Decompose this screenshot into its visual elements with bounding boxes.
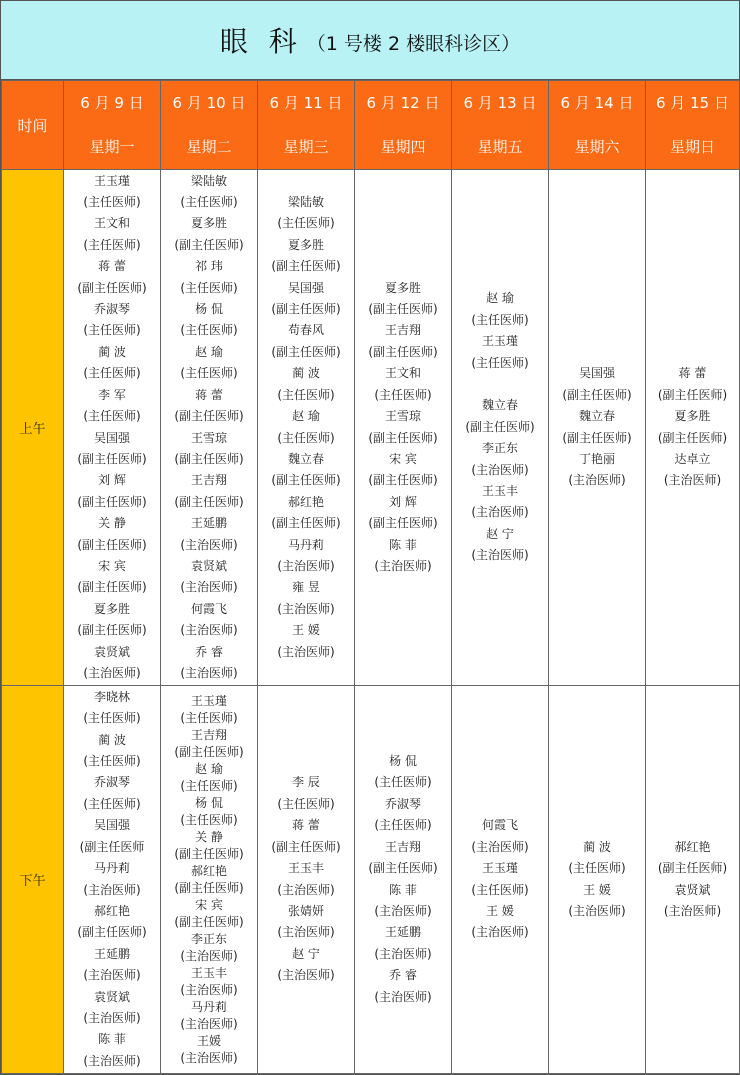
doctor-title: (主治医师): [83, 882, 141, 897]
doctor-title: (主治医师): [277, 882, 335, 897]
date-label: 6 月 11 日: [269, 94, 343, 112]
doctor-title: (副主任医师): [174, 237, 244, 252]
doctor-cell: [355, 686, 452, 1074]
doctor-title: (主任医师): [180, 280, 238, 295]
doctor-title: (主任医师): [277, 387, 335, 402]
doctor-title: (副主任医师): [77, 580, 147, 595]
doctor-cell: [549, 686, 646, 1074]
doctor-title: (主治医师): [374, 558, 432, 573]
doctor-title: (主治医师): [277, 601, 335, 616]
doctor-name: 梁陆敏: [287, 195, 324, 210]
doctor-title: (主任医师): [83, 796, 141, 811]
doctor-name: 王玉丰: [287, 861, 324, 876]
doctor-title: (副主任医师: [79, 839, 145, 854]
doctor-title: (主治医师): [471, 839, 529, 854]
doctor-cell: [258, 170, 355, 686]
day-header: [549, 81, 646, 170]
doctor-title: (主治医师): [277, 644, 335, 659]
doctor-name: 宋 宾: [389, 451, 417, 466]
doctor-name: 蔺 波: [98, 344, 126, 359]
doctor-cell: [452, 686, 549, 1074]
doctor-title: (主任医师): [83, 366, 141, 381]
doctor-title: (副主任医师): [77, 451, 147, 466]
header-row: [2, 81, 740, 170]
doctor-name: 陈 菲: [98, 1032, 126, 1047]
doctor-name: 赵 瑜: [195, 344, 223, 359]
period-label: 下午: [2, 686, 64, 1074]
doctor-name: 袁贤斌: [93, 989, 130, 1004]
doctor-title: (副主任医师): [562, 430, 632, 445]
doctor-name: 王 媛: [486, 903, 514, 918]
doctor-cell: [646, 686, 740, 1074]
day-header: [646, 81, 740, 170]
doctor-title: (副主任医师): [271, 259, 341, 274]
doctor-name: 魏立春: [287, 451, 324, 466]
doctor-name: 杨 侃: [389, 754, 417, 769]
doctor-name: 王玉瑾: [481, 861, 518, 876]
doctor-name: 魏立春: [481, 398, 518, 413]
doctor-title: (主治医师): [663, 903, 722, 918]
doctor-title: (副主任医师): [174, 409, 244, 424]
doctor-title: (主治医师): [374, 989, 432, 1004]
doctor-cell: [452, 170, 549, 686]
weekday-label: 星期四: [380, 138, 426, 156]
doctor-name: 王吉翔: [190, 473, 227, 488]
doctor-name: 王雪琼: [384, 409, 421, 424]
doctor-title: (主任医师): [277, 796, 335, 811]
doctor-title: (副主任医师): [174, 744, 244, 759]
doctor-name: 李 辰: [292, 775, 320, 790]
doctor-name: 关 静: [98, 516, 126, 531]
doctor-title: (主治医师): [374, 946, 432, 961]
doctor-title: (主治医师): [83, 665, 141, 680]
doctor-name: 赵 宁: [292, 946, 320, 961]
doctor-title: (副主任医师): [657, 430, 728, 445]
doctor-name: 王吉翔: [384, 839, 421, 854]
doctor-name: 祁 玮: [195, 259, 223, 274]
doctor-title: (副主任医师): [465, 419, 535, 434]
doctor-name: 梁陆敏: [190, 173, 227, 188]
day-header: [452, 81, 549, 170]
doctor-title: (主任医师): [374, 775, 432, 790]
day-header: [355, 81, 452, 170]
doctor-name: 王延鹏: [384, 925, 421, 940]
weekday-label: 星期六: [574, 138, 620, 156]
doctor-title: (副主任医师): [368, 861, 438, 876]
afternoon-row: [2, 686, 740, 1074]
doctor-name: 丁艳丽: [578, 451, 615, 466]
day-header: [64, 81, 161, 170]
doctor-name: 马丹莉: [93, 861, 130, 876]
weekday-label: 星期三: [283, 138, 329, 156]
doctor-title: (主任医师): [83, 754, 141, 769]
doctor-title: (副主任医师): [271, 516, 341, 531]
doctor-title: (副主任医师): [657, 387, 728, 402]
doctor-name: 赵 宁: [486, 526, 514, 541]
doctor-title: (主治医师): [568, 903, 626, 918]
doctor-title: (副主任医师): [77, 925, 147, 940]
doctor-name: 蔺 波: [98, 732, 126, 747]
doctor-name: 郝红艳: [287, 494, 324, 509]
doctor-name: 刘 辉: [389, 494, 417, 509]
doctor-title: (主任医师): [180, 366, 238, 381]
doctor-name: 王延鹏: [190, 516, 227, 531]
weekday-label: 星期二: [186, 138, 232, 156]
doctor-name: 夏多胜: [93, 601, 130, 616]
doctor-name: 蒋 蕾: [195, 387, 223, 402]
doctor-title: (副主任医师): [77, 280, 147, 295]
doctor-name: 吴国强: [93, 818, 130, 833]
doctor-title: (主治医师): [180, 665, 238, 680]
doctor-name: 关 静: [195, 829, 223, 844]
doctor-name: 王媛: [196, 1033, 221, 1048]
doctor-title: (主任医师): [83, 409, 141, 424]
doctor-title: (主治医师): [180, 1016, 238, 1031]
doctor-name: 赵 瑜: [195, 761, 223, 776]
doctor-title: (主任医师): [471, 882, 529, 897]
morning-row: [2, 170, 740, 686]
doctor-title: (主治医师): [471, 925, 529, 940]
doctor-name: 赵 瑜: [486, 291, 514, 306]
doctor-title: (主任医师): [180, 195, 238, 210]
doctor-name: [452, 374, 548, 395]
doctor-title: (主任医师): [180, 778, 238, 793]
date-label: 6 月 13 日: [463, 94, 537, 112]
doctor-title: (副主任医师): [174, 914, 244, 929]
doctor-title: (主治医师): [180, 580, 238, 595]
doctor-title: (主任医师): [471, 312, 529, 327]
doctor-name: 李正东: [190, 931, 227, 946]
doctor-name: 宋 宾: [98, 558, 126, 573]
doctor-name: 杨 侃: [195, 795, 223, 810]
doctor-name: 袁贤斌: [190, 558, 227, 573]
doctor-title: (主治医师): [568, 473, 626, 488]
doctor-name: 王玉丰: [190, 965, 227, 980]
doctor-name: 张婧妍: [287, 903, 324, 918]
doctor-title: (副主任医师): [174, 846, 244, 861]
doctor-name: 王玉瑾: [481, 334, 518, 349]
date-label: 6 月 9 日: [80, 94, 144, 112]
doctor-name: 乔淑琴: [93, 302, 130, 317]
doctor-name: 蔺 波: [583, 839, 611, 854]
doctor-name: 何霞飞: [481, 818, 518, 833]
doctor-title: (主治医师): [471, 548, 529, 563]
doctor-title: (主治医师): [471, 462, 529, 477]
doctor-name: 吴国强: [287, 280, 324, 295]
doctor-title: (副主任医师): [368, 344, 438, 359]
doctor-title: (主治医师): [471, 505, 529, 520]
doctor-name: 王玉丰: [481, 484, 518, 499]
doctor-title: (副主任医师): [368, 430, 438, 445]
doctor-name: 王玉瑾: [93, 173, 130, 188]
doctor-name: 马丹莉: [190, 999, 227, 1014]
doctor-name: 王 媛: [583, 882, 611, 897]
doctor-name: 夏多胜: [384, 280, 421, 295]
doctor-title: (副主任医师): [77, 537, 147, 552]
doctor-title: (副主任医师): [271, 302, 341, 317]
doctor-name: 王 媛: [292, 623, 320, 638]
doctor-cell: [549, 170, 646, 686]
doctor-title: (副主任医师): [562, 387, 632, 402]
weekday-label: 星期一: [89, 138, 135, 156]
doctor-title: (主治医师): [83, 1010, 141, 1025]
doctor-title: (副主任医师): [368, 302, 438, 317]
doctor-name: 王雪琼: [190, 430, 227, 445]
doctor-title: (主任医师): [83, 323, 141, 338]
doctor-name: 夏多胜: [190, 216, 227, 231]
doctor-title: (主治医师): [180, 982, 238, 997]
doctor-name: 李正东: [481, 441, 518, 456]
doctor-title: (主治医师): [277, 558, 335, 573]
doctor-name: 蒋 蕾: [98, 259, 126, 274]
doctor-title: (主治医师): [277, 925, 335, 940]
title-bar: [1, 1, 739, 80]
doctor-name: 苟春风: [287, 323, 324, 338]
doctor-name: 马丹莉: [287, 537, 324, 552]
doctor-name: 陈 菲: [389, 537, 417, 552]
doctor-title: (副主任医师): [174, 880, 244, 895]
doctor-title: (主任医师): [180, 323, 238, 338]
page-title: 眼 科: [219, 25, 303, 58]
weekday-label: 星期五: [477, 138, 523, 156]
doctor-title: (副主任医师): [368, 473, 438, 488]
doctor-name: 王吉翔: [190, 727, 227, 742]
doctor-name: 乔淑琴: [93, 775, 130, 790]
date-label: 6 月 12 日: [366, 94, 440, 112]
day-header: [258, 81, 355, 170]
doctor-title: (主任医师): [180, 710, 238, 725]
doctor-title: (副主任医师): [174, 451, 244, 466]
doctor-title: (主治医师): [374, 903, 432, 918]
doctor-cell: [646, 170, 740, 686]
doctor-title: (主任医师): [83, 237, 141, 252]
doctor-cell: [161, 170, 258, 686]
doctor-title: (主治医师): [277, 968, 335, 983]
doctor-name: 王文和: [93, 216, 130, 231]
doctor-title: (副主任医师): [271, 344, 341, 359]
doctor-title: (主任医师): [83, 195, 141, 210]
doctor-name: 魏立春: [578, 409, 615, 424]
period-label: 上午: [2, 170, 64, 686]
doctor-cell: [355, 170, 452, 686]
doctor-title: (主任医师): [568, 861, 626, 876]
doctor-title: (主任医师): [277, 216, 335, 231]
schedule-table: [1, 80, 740, 1074]
doctor-name: 郝红艳: [190, 863, 227, 878]
doctor-name: 郝红艳: [674, 839, 711, 854]
doctor-name: 乔淑琴: [384, 796, 421, 811]
date-label: 6 月 15 日: [656, 94, 729, 112]
doctor-title: (主任医师): [277, 430, 335, 445]
doctor-name: 陈 菲: [389, 882, 417, 897]
date-label: 6 月 14 日: [560, 94, 634, 112]
doctor-title: (主治医师): [663, 473, 722, 488]
doctor-title: (副主任医师): [657, 861, 728, 876]
doctor-title: (副主任医师): [271, 839, 341, 854]
doctor-name: 杨 侃: [195, 302, 223, 317]
doctor-name: 吴国强: [578, 366, 615, 381]
doctor-name: 王文和: [384, 366, 421, 381]
doctor-name: 袁贤斌: [674, 882, 711, 897]
doctor-title: (主任医师): [180, 812, 238, 827]
doctor-cell: [64, 170, 161, 686]
doctor-name: 雍 昱: [292, 580, 320, 595]
doctor-title: (主治医师): [180, 623, 238, 638]
weekday-label: 星期日: [669, 138, 715, 156]
doctor-title: (主治医师): [83, 968, 141, 983]
time-header: 时间: [2, 81, 64, 170]
doctor-name: 乔 睿: [389, 968, 417, 983]
doctor-name: 赵 瑜: [292, 409, 320, 424]
doctor-title: (主治医师): [180, 948, 238, 963]
page-subtitle: （1 号楼 2 楼眼科诊区）: [306, 32, 521, 55]
doctor-name: 袁贤斌: [93, 644, 130, 659]
doctor-title: (主任医师): [471, 355, 529, 370]
doctor-title: (主任医师): [374, 387, 432, 402]
doctor-title: (副主任医师): [368, 516, 438, 531]
doctor-name: 王玉瑾: [190, 693, 227, 708]
doctor-title: (副主任医师): [271, 473, 341, 488]
doctor-title: (主任医师): [374, 818, 432, 833]
doctor-name: 李晓林: [93, 689, 130, 704]
doctor-name: 郝红艳: [93, 903, 130, 918]
doctor-name: 夏多胜: [287, 237, 324, 252]
doctor-name: 蒋 蕾: [292, 818, 320, 833]
doctor-name: 宋 宾: [195, 897, 223, 912]
doctor-title: (主治医师): [180, 1050, 238, 1065]
doctor-title: (副主任医师): [174, 494, 244, 509]
doctor-cell: [258, 686, 355, 1074]
doctor-title: (副主任医师): [77, 623, 147, 638]
doctor-name: 王吉翔: [384, 323, 421, 338]
doctor-name: 何霞飞: [190, 601, 227, 616]
doctor-name: 刘 辉: [98, 473, 126, 488]
doctor-name: 蔺 波: [292, 366, 320, 381]
doctor-title: (主任医师): [83, 711, 141, 726]
doctor-cell: [161, 686, 258, 1074]
doctor-cell: [64, 686, 161, 1074]
doctor-name: 王延鹏: [93, 946, 130, 961]
day-header: [161, 81, 258, 170]
doctor-name: 乔 睿: [195, 644, 223, 659]
date-label: 6 月 10 日: [172, 94, 246, 112]
doctor-name: 达卓立: [674, 451, 711, 466]
doctor-name: 吴国强: [93, 430, 130, 445]
doctor-title: (主治医师): [83, 1053, 141, 1068]
doctor-name: 夏多胜: [674, 409, 711, 424]
doctor-title: (副主任医师): [77, 494, 147, 509]
doctor-name: 李 军: [98, 387, 126, 402]
doctor-title: (主治医师): [180, 537, 238, 552]
doctor-name: 蒋 蕾: [678, 366, 707, 381]
